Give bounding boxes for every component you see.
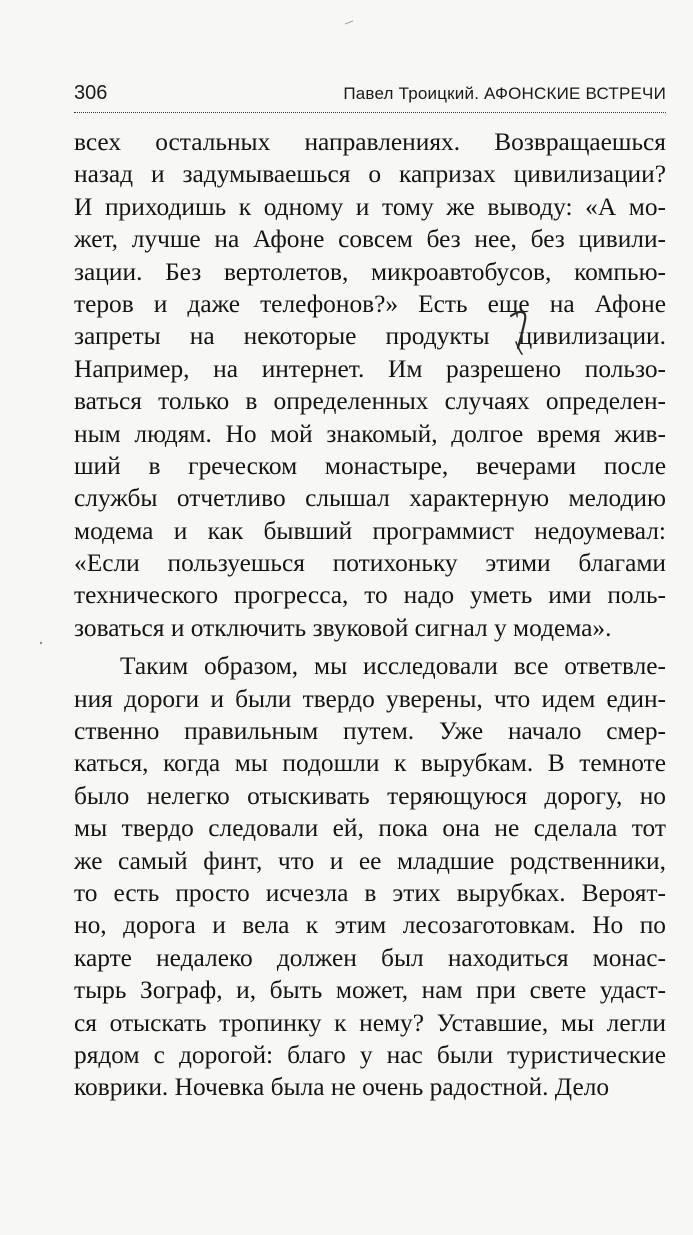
page-number: 306 bbox=[74, 82, 108, 104]
text-line: же самый финт, что и ее младшие родственники, bbox=[74, 846, 666, 875]
text-line: тырь Зограф, и, быть может, нам при свете удаст- bbox=[74, 976, 666, 1005]
text-line: назад и задумываешься о капризах цивилизации? bbox=[74, 160, 666, 189]
text-line: жет, лучше на Афоне совсем без нее, без цивили- bbox=[74, 225, 666, 254]
paragraph-2 bbox=[74, 650, 666, 1103]
text-line: ший в греческом монастыре, вечерами после bbox=[74, 451, 666, 480]
text-line: ственно правильным путем. Уже начало смер- bbox=[74, 717, 666, 746]
text-line: то есть просто исчезла в этих вырубках. Вероят- bbox=[74, 878, 666, 907]
text-line: зации. Без вертолетов, микроавтобусов, компью- bbox=[74, 257, 666, 286]
text-line: теров и даже телефонов?» Есть еще на Афоне bbox=[74, 289, 666, 318]
text-line: рядом с дорогой: благо у нас были туристические bbox=[74, 1040, 666, 1069]
scan-speck bbox=[38, 640, 44, 646]
text-line: Таким образом, мы исследовали все ответвле- bbox=[120, 652, 666, 681]
text-line: ваться только в определенных случаях определен- bbox=[74, 387, 666, 416]
header-rule bbox=[74, 112, 666, 113]
text-line: И приходишь к одному и тому же выводу: «А мо- bbox=[74, 192, 666, 221]
text-line: коврики. Ночевка была не очень радостной. Дело bbox=[74, 1073, 610, 1102]
text-line: всех остальных направлениях. Возвращаешься bbox=[74, 128, 666, 156]
text-line: было нелегко отыскивать теряющуюся дорогу, но bbox=[74, 781, 666, 810]
scan-speck bbox=[345, 20, 353, 26]
text-line: ным людям. Но мой знакомый, долгое время жив- bbox=[74, 419, 666, 448]
text-line: мы твердо следовали ей, пока она не сделала тот bbox=[74, 814, 666, 843]
text-line: модема и как бывший программист недоумевал: bbox=[74, 516, 666, 545]
body-text bbox=[74, 126, 666, 1104]
paragraph-1 bbox=[74, 126, 666, 644]
text-line: но, дорога и вела к этим лесозаготовкам. Но по bbox=[74, 911, 666, 940]
pencil-correction-mark bbox=[505, 300, 535, 362]
text-line: запреты на некоторые продукты цивилизации. bbox=[74, 322, 666, 351]
text-line: карте недалеко должен был находиться монас- bbox=[74, 943, 666, 972]
page-header bbox=[74, 82, 666, 110]
text-line: службы отчетливо слышал характерную мелодию bbox=[74, 484, 666, 513]
text-line: технического прогресса, то надо уметь ими поль- bbox=[74, 581, 666, 610]
text-line: «Если пользуешься потихоньку этими благами bbox=[74, 549, 666, 578]
text-line: ния дороги и были твердо уверены, что идем един- bbox=[74, 684, 666, 713]
text-line: ся отыскать тропинку к нему? Уставшие, мы легли bbox=[74, 1008, 666, 1037]
running-title: Павел Троицкий. АФОНСКИЕ ВСТРЕЧИ bbox=[343, 84, 666, 103]
text-line: Например, на интернет. Им разрешено пользо- bbox=[74, 354, 666, 383]
text-line: каться, когда мы подошли к вырубкам. В темноте bbox=[74, 749, 666, 778]
text-line: зоваться и отключить звуковой сигнал у модема». bbox=[74, 613, 612, 642]
